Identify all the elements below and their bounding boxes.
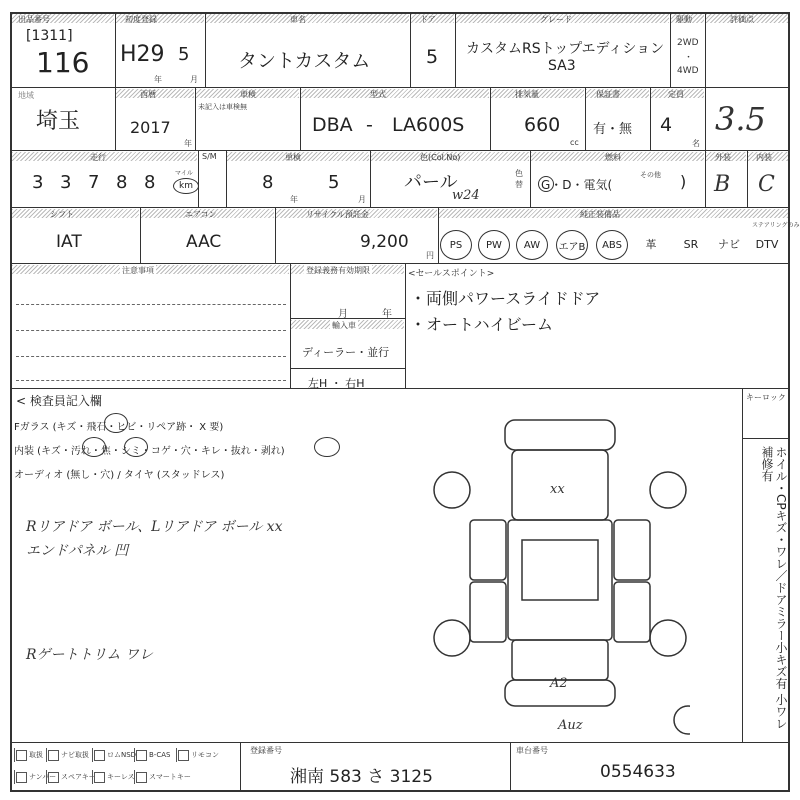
roof	[522, 540, 598, 600]
trunk	[512, 640, 608, 680]
import-type: ディーラー・並行	[302, 346, 390, 359]
option-checkbox	[178, 750, 189, 761]
model-code: LA600S	[392, 114, 465, 136]
reg-expiry-day: 年	[382, 309, 392, 320]
row-divider	[10, 207, 790, 208]
inspection-month-suffix: 月	[358, 195, 366, 204]
year-suffix-2: 年	[184, 139, 192, 148]
col-divider	[405, 263, 406, 388]
label-venue: 出品番号	[18, 15, 50, 24]
col-divider	[198, 150, 199, 207]
option-checkbox	[16, 750, 27, 761]
drive-dot: ・	[684, 53, 694, 63]
label-doors: ドア	[420, 15, 436, 24]
inspector-line-3: オーディオ (無し・穴) / タイヤ (スタッドレス)	[14, 470, 225, 481]
notes-rule	[16, 304, 286, 305]
row-divider	[290, 368, 405, 369]
label-recycle: リサイクル預託金	[306, 210, 369, 219]
color: パール	[404, 172, 458, 193]
label-shift: シフト	[50, 210, 74, 219]
equipment-item: PS	[440, 230, 472, 260]
cc-suffix: cc	[570, 138, 579, 147]
handwritten-note-1: Rリアドア ボール、Lリアドア ボール xx	[26, 519, 283, 535]
option-box: キーレス	[92, 770, 135, 784]
equipment-item: 革	[645, 238, 657, 251]
inspection-year-suffix: 年	[290, 195, 298, 204]
label-equipment: 純正装備品	[580, 210, 620, 219]
equipment-item: ナビ	[718, 238, 740, 251]
inspector-line-1: Fガラス (キズ・飛石・ヒビ・リペア跡・ X 要)	[14, 422, 224, 433]
label-warranty: 保証書	[596, 90, 620, 99]
model-prefix: DBA	[312, 114, 353, 136]
label-displacement: 排気量	[515, 90, 539, 99]
mileage-unit-km: km	[173, 178, 199, 194]
notes-rule	[16, 380, 286, 381]
color-code: w24	[452, 188, 480, 203]
row-divider	[10, 263, 790, 264]
label-capacity: 定員	[668, 90, 684, 99]
handwritten-note-2: エンドパネル 凹	[26, 543, 129, 559]
equipment-item: AW	[516, 230, 548, 260]
header-hatch	[12, 209, 139, 218]
reg-number: 湘南 583 さ 3125	[290, 767, 433, 787]
col-divider	[670, 12, 671, 87]
col-divider	[205, 12, 206, 87]
border-right	[788, 12, 790, 790]
sales-point-2: ・オートハイビーム	[410, 315, 554, 334]
row-divider	[10, 388, 790, 389]
label-grade: グレード	[540, 15, 572, 24]
reg-expiry-month: 月	[338, 309, 348, 320]
spare-wheel	[674, 706, 690, 734]
option-box: スペアキー	[46, 770, 96, 784]
option-box: ナビ取扱	[46, 748, 89, 762]
label-reg-expiry: 登録義務有効期限	[306, 266, 370, 275]
diagram-mark-auz: Auz	[558, 718, 583, 733]
year-suffix: 年	[154, 75, 162, 84]
col-divider	[742, 388, 743, 742]
row-divider	[10, 87, 790, 88]
label-car-name: 車名	[290, 15, 306, 24]
interior-note: ステアリングのみ	[752, 222, 800, 229]
option-checkbox	[94, 750, 105, 761]
diagram-mark-xx: xx	[550, 482, 565, 497]
label-year: 西暦	[140, 90, 156, 99]
label-unit-change: 単検	[285, 153, 301, 162]
col-divider	[455, 12, 456, 87]
mileage-digit: 3	[32, 172, 44, 193]
col-divider	[240, 742, 241, 790]
equipment-item: SR	[683, 237, 699, 251]
label-drive: 駆動	[676, 15, 692, 24]
interior-grade: C	[758, 172, 775, 197]
option-checkbox	[48, 750, 59, 761]
col-divider	[510, 742, 511, 790]
grade-line1: カスタムRSトップエディション	[466, 41, 665, 57]
model-dash: -	[366, 114, 373, 136]
option-box: B-CAS	[134, 748, 170, 762]
label-key-lock: キーロック	[746, 393, 786, 402]
aircon: AAC	[186, 232, 222, 252]
label-notes: 注意事項	[122, 266, 154, 275]
grade-line2: SA3	[548, 58, 576, 74]
displacement: 660	[524, 114, 561, 136]
rear-right-wheel	[650, 620, 686, 656]
col-divider	[410, 12, 411, 87]
equipment-item: ABS	[596, 230, 628, 260]
label-inspection: 車検	[240, 90, 256, 99]
mileage-unit-top: マイル	[175, 170, 193, 177]
option-box: ロムNSD	[92, 748, 136, 762]
label-sales-points: <セールスポイント>	[408, 269, 495, 279]
col-divider	[705, 12, 706, 87]
label-interior: 内装	[756, 153, 772, 162]
label-color: 色(Col.No)	[420, 153, 461, 162]
equipment-item: PW	[478, 230, 510, 260]
color-change: 色替	[515, 169, 523, 189]
mileage-digit: 8	[144, 172, 156, 193]
recycle-fee: 9,200	[360, 232, 409, 252]
col-divider	[115, 12, 116, 150]
option-box: スマートキー	[134, 770, 191, 784]
inspector-line-2: 内装 (キズ・汚れ・焦・シミ・コゲ・穴・キレ・抜れ・剥れ)	[14, 446, 285, 457]
person-suffix: 名	[692, 139, 700, 148]
rear-left-door	[470, 582, 506, 642]
label-reg-number: 登録番号	[250, 746, 282, 755]
label-first-reg: 初度登録	[125, 15, 157, 24]
label-meter: S/M	[202, 152, 217, 161]
drive-2wd: 2WD	[677, 38, 699, 48]
sales-point-1: ・両側パワースライドドア	[410, 289, 601, 308]
option-checkbox	[136, 750, 147, 761]
lot-number: 116	[36, 46, 90, 79]
doors: 5	[426, 46, 439, 68]
circle-mark	[124, 437, 148, 457]
label-region: 地域	[18, 91, 34, 100]
lot-code: [1311]	[26, 28, 73, 44]
row-divider	[10, 742, 790, 743]
border-left	[10, 12, 12, 790]
capacity: 4	[660, 114, 673, 136]
option-box: 取扱	[14, 748, 43, 762]
shift: IAT	[56, 232, 82, 252]
drive-4wd: 4WD	[677, 66, 699, 76]
option-checkbox	[16, 772, 27, 783]
label-chassis: 車台番号	[516, 746, 548, 755]
row-divider	[10, 150, 790, 151]
notes-rule	[16, 356, 286, 357]
label-model: 型式	[370, 90, 386, 99]
mileage-digit: 7	[88, 172, 100, 193]
region: 埼玉	[36, 109, 81, 134]
col-divider	[705, 87, 706, 150]
option-box: リモコン	[176, 748, 219, 762]
front-bumper	[505, 420, 615, 450]
year: 2017	[130, 118, 171, 137]
rear-left-wheel	[434, 620, 470, 656]
label-import: 輸入車	[332, 321, 356, 330]
fuel-close: )	[680, 172, 687, 191]
first-reg-month: 5	[178, 44, 190, 65]
equipment-item: DTV	[755, 237, 779, 251]
first-reg-era: H29	[120, 42, 165, 67]
yen-suffix: 円	[426, 251, 434, 260]
vertical-note: ホイル・CPキズ・ワレ／ドアミラー小キズ有 小ワレ 補修有	[760, 446, 788, 730]
diagram-mark-a2: A2	[550, 676, 568, 691]
car-name: タントカスタム	[238, 50, 371, 72]
rating: 3.5	[715, 100, 766, 138]
exterior-grade: B	[714, 172, 731, 197]
steering: 左H ・ 右H	[308, 377, 365, 390]
option-checkbox	[48, 772, 59, 783]
front-right-wheel	[650, 472, 686, 508]
handwritten-note-3: Rゲートトリム ワレ	[26, 647, 153, 663]
cabin	[508, 520, 612, 640]
front-right-door	[614, 520, 650, 580]
fuel-other: その他	[640, 171, 661, 179]
circle-mark	[82, 437, 106, 457]
header-hatch	[206, 14, 409, 23]
mileage-digit: 3	[60, 172, 72, 193]
circle-mark	[104, 413, 128, 433]
option-box: ナンバー	[14, 770, 56, 784]
option-checkbox	[94, 772, 105, 783]
warranty: 有・無	[593, 122, 633, 137]
inspection-month: 5	[328, 172, 340, 193]
label-fuel: 燃料	[605, 153, 621, 162]
label-rating: 評価点	[730, 15, 754, 24]
label-exterior: 外装	[715, 153, 731, 162]
inspection-year: 8	[262, 172, 274, 193]
border-bottom	[10, 790, 790, 792]
mileage-digit: 8	[116, 172, 128, 193]
circle-mark	[314, 437, 340, 457]
equipment-item: エアB	[556, 230, 588, 260]
notes-rule	[16, 330, 286, 331]
front-left-wheel	[434, 472, 470, 508]
label-aircon: エアコン	[185, 210, 217, 219]
inspection-note: 未記入は車検無	[198, 103, 247, 111]
option-checkbox	[136, 772, 147, 783]
row-divider	[742, 438, 790, 439]
label-inspector: < 検査員記入欄	[16, 394, 102, 408]
front-left-door	[470, 520, 506, 580]
label-mileage: 走行	[90, 153, 106, 162]
header-hatch	[301, 89, 489, 98]
chassis-number: 0554633	[600, 762, 676, 782]
rear-right-door	[614, 582, 650, 642]
fuel: G・D・電気(	[541, 178, 613, 192]
month-suffix: 月	[190, 75, 198, 84]
